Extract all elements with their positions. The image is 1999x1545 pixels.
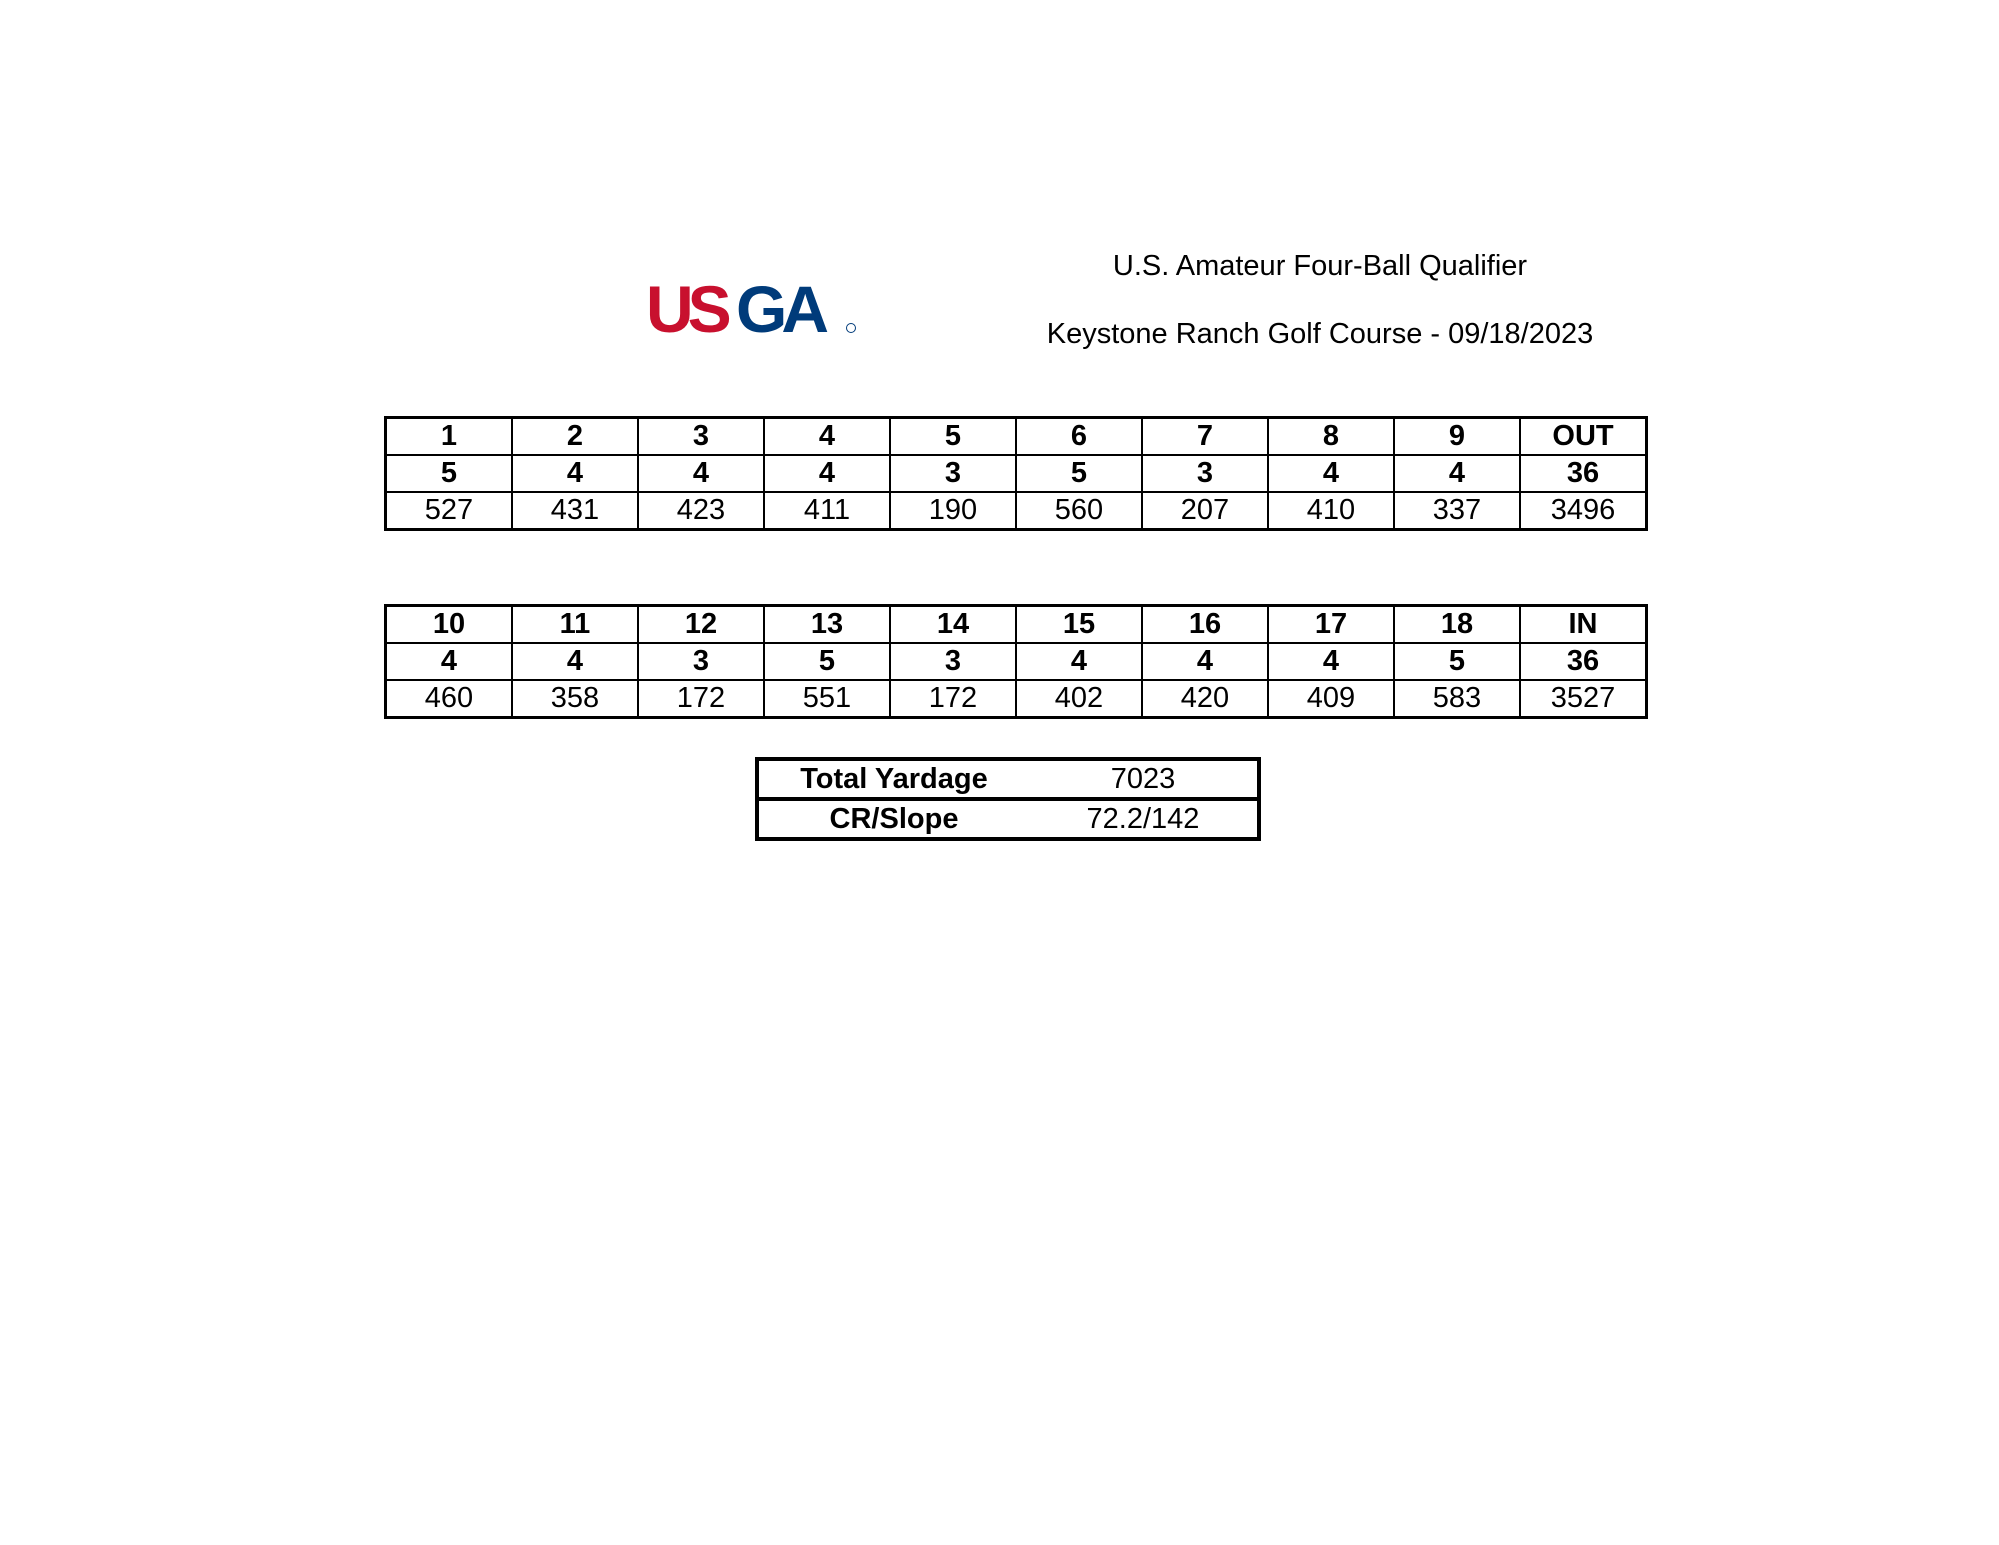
par-cell: 3 (890, 643, 1016, 680)
cr-slope-value: 72.2/142 (1029, 799, 1259, 839)
yardage-cell: 172 (890, 680, 1016, 718)
hole-cell: 9 (1394, 418, 1520, 456)
in-header-cell: IN (1520, 606, 1647, 644)
par-cell: 4 (764, 455, 890, 492)
par-cell: 3 (638, 643, 764, 680)
out-header-cell: OUT (1520, 418, 1647, 456)
usga-logo (646, 276, 866, 342)
par-cell: 3 (1142, 455, 1268, 492)
yardage-cell: 409 (1268, 680, 1394, 718)
hole-cell: 8 (1268, 418, 1394, 456)
yardage-row (386, 492, 1647, 530)
hole-cell: 5 (890, 418, 1016, 456)
yardage-cell: 402 (1016, 680, 1142, 718)
hole-cell: 3 (638, 418, 764, 456)
total-yardage-row (757, 759, 1259, 799)
yardage-cell: 190 (890, 492, 1016, 530)
par-cell: 4 (512, 455, 638, 492)
par-cell: 5 (1016, 455, 1142, 492)
par-cell: 4 (1016, 643, 1142, 680)
yardage-cell: 410 (1268, 492, 1394, 530)
par-row (386, 455, 1647, 492)
hole-cell: 1 (386, 418, 513, 456)
par-cell: 5 (764, 643, 890, 680)
par-cell: 3 (890, 455, 1016, 492)
par-cell: 5 (1394, 643, 1520, 680)
yardage-cell: 527 (386, 492, 513, 530)
hole-cell: 14 (890, 606, 1016, 644)
yardage-cell: 358 (512, 680, 638, 718)
usga-logo-icon (646, 276, 866, 342)
yardage-cell: 337 (1394, 492, 1520, 530)
par-cell: 4 (638, 455, 764, 492)
par-row (386, 643, 1647, 680)
total-yardage-value: 7023 (1029, 759, 1259, 799)
back-nine-table (384, 604, 1648, 719)
hole-cell: 17 (1268, 606, 1394, 644)
hole-cell: 2 (512, 418, 638, 456)
yardage-cell: 460 (386, 680, 513, 718)
hole-number-row (386, 606, 1647, 644)
yardage-cell: 560 (1016, 492, 1142, 530)
event-title: U.S. Amateur Four-Ball Qualifier (1112, 250, 1528, 282)
hole-cell: 15 (1016, 606, 1142, 644)
hole-cell: 12 (638, 606, 764, 644)
out-par-cell: 36 (1520, 455, 1647, 492)
yardage-cell: 423 (638, 492, 764, 530)
hole-cell: 10 (386, 606, 513, 644)
par-cell: 4 (386, 643, 513, 680)
cr-slope-label: CR/Slope (757, 799, 1029, 839)
par-cell: 4 (1142, 643, 1268, 680)
hole-cell: 6 (1016, 418, 1142, 456)
hole-cell: 16 (1142, 606, 1268, 644)
front-nine-table (384, 416, 1648, 531)
yardage-cell: 431 (512, 492, 638, 530)
hole-number-row (386, 418, 1647, 456)
par-cell: 4 (1268, 643, 1394, 680)
course-totals-table (755, 757, 1261, 841)
yardage-row (386, 680, 1647, 718)
hole-cell: 4 (764, 418, 890, 456)
hole-cell: 18 (1394, 606, 1520, 644)
hole-cell: 13 (764, 606, 890, 644)
yardage-cell: 551 (764, 680, 890, 718)
out-yardage-cell: 3496 (1520, 492, 1647, 530)
yardage-cell: 583 (1394, 680, 1520, 718)
yardage-cell: 420 (1142, 680, 1268, 718)
in-par-cell: 36 (1520, 643, 1647, 680)
cr-slope-row (757, 799, 1259, 839)
par-cell: 5 (386, 455, 513, 492)
par-cell: 4 (1394, 455, 1520, 492)
event-course-date: Keystone Ranch Golf Course - 09/18/2023 (1046, 318, 1594, 350)
yardage-cell: 207 (1142, 492, 1268, 530)
par-cell: 4 (1268, 455, 1394, 492)
hole-cell: 11 (512, 606, 638, 644)
svg-text:GA: GA (736, 276, 823, 342)
yardage-cell: 411 (764, 492, 890, 530)
par-cell: 4 (512, 643, 638, 680)
yardage-cell: 172 (638, 680, 764, 718)
in-yardage-cell: 3527 (1520, 680, 1647, 718)
svg-text:US: US (646, 276, 726, 342)
hole-cell: 7 (1142, 418, 1268, 456)
total-yardage-label: Total Yardage (757, 759, 1029, 799)
